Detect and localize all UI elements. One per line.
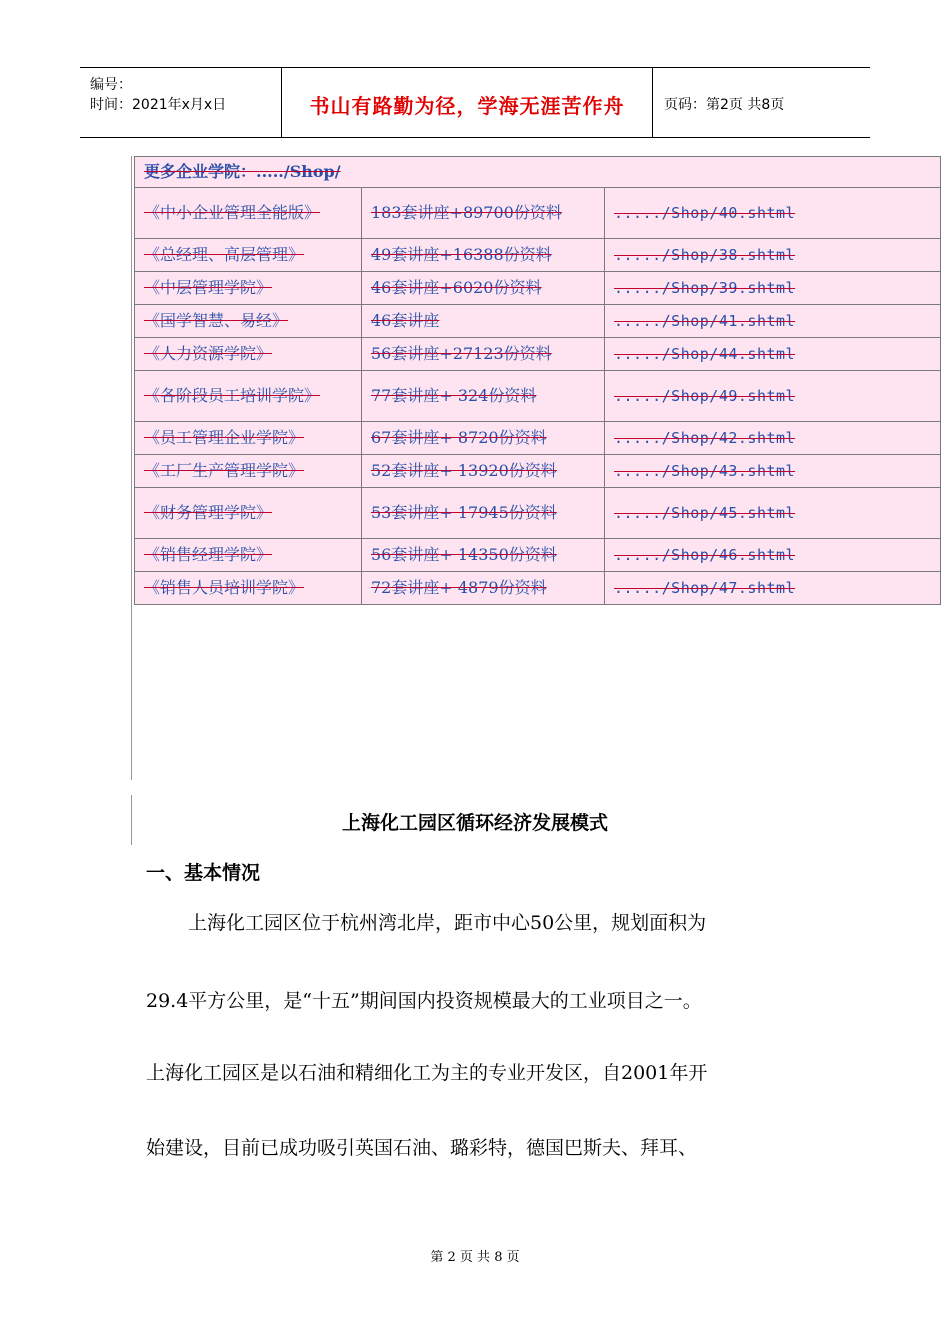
table-row [135, 488, 941, 539]
course-count[interactable]: 53套讲座+ 17945份资料 [371, 503, 557, 522]
course-count[interactable]: 56套讲座+ 14350份资料 [371, 545, 557, 564]
left-rule [131, 156, 132, 780]
table-row [135, 371, 941, 422]
course-url-link[interactable]: ...../Shop/43.shtml [614, 462, 796, 480]
section-heading: 一、基本情况 [146, 862, 261, 884]
course-name-link[interactable]: 《工厂生产管理学院》 [144, 461, 305, 480]
article-title: 上海化工园区循环经济发展模式 [341, 812, 608, 834]
page-header [80, 67, 870, 138]
course-count[interactable]: 183套讲座+89700份资料 [371, 203, 562, 222]
time-label: 时间：2021年x月x日 [90, 97, 227, 113]
course-count[interactable]: 49套讲座+16388份资料 [371, 245, 552, 264]
course-name-link[interactable]: 《财务管理学院》 [144, 503, 273, 522]
course-count[interactable]: 52套讲座+ 13920份资料 [371, 461, 557, 480]
table-row [135, 272, 941, 305]
more-academies-link[interactable]: 更多企业学院：...../Shop/ [135, 157, 941, 188]
course-count[interactable]: 72套讲座+ 4879份资料 [371, 578, 547, 597]
course-url-link[interactable]: ...../Shop/39.shtml [614, 279, 796, 297]
table-row [135, 422, 941, 455]
paragraph-line: 29.4平方公里，是“十五”期间国内投资规模最大的工业项目之一。 [146, 990, 702, 1012]
course-name-link[interactable]: 《中小企业管理全能版》 [144, 203, 321, 222]
course-count[interactable]: 46套讲座+6020份资料 [371, 278, 542, 297]
course-name-link[interactable]: 《各阶段员工培训学院》 [144, 386, 321, 405]
course-url-link[interactable]: ...../Shop/49.shtml [614, 387, 796, 405]
course-url-link[interactable]: ...../Shop/41.shtml [614, 312, 796, 330]
table-row [135, 572, 941, 605]
course-count[interactable]: 56套讲座+27123份资料 [371, 344, 552, 363]
course-url-link[interactable]: ...../Shop/44.shtml [614, 345, 796, 363]
paragraph-line: 上海化工园区位于杭州湾北岸，距市中心50公里，规划面积为 [188, 912, 707, 934]
course-name-link[interactable]: 《国学智慧、易经》 [144, 311, 289, 330]
number-label: 编号： [90, 77, 132, 93]
course-url-link[interactable]: ...../Shop/45.shtml [614, 504, 796, 522]
page-footer: 第 2 页 共 8 页 [430, 1250, 520, 1265]
course-name-link[interactable]: 《人力资源学院》 [144, 344, 273, 363]
course-count[interactable]: 46套讲座 [371, 311, 440, 330]
table-header-row [135, 157, 941, 188]
course-table [134, 156, 941, 605]
table-row [135, 338, 941, 371]
header-page-cell [652, 68, 870, 137]
motto: 书山有路勤为径，学海无涯苦作舟 [309, 94, 625, 118]
course-name-link[interactable]: 《销售人员培训学院》 [144, 578, 305, 597]
page-label: 页码：第2页 共8页 [664, 97, 785, 113]
table-row [135, 239, 941, 272]
course-url-link[interactable]: ...../Shop/42.shtml [614, 429, 796, 447]
paragraph-line: 始建设，目前已成功吸引英国石油、璐彩特，德国巴斯夫、拜耳、 [146, 1137, 698, 1159]
course-name-link[interactable]: 《员工管理企业学院》 [144, 428, 305, 447]
table-row [135, 455, 941, 488]
course-url-link[interactable]: ...../Shop/40.shtml [614, 204, 796, 222]
table-row [135, 539, 941, 572]
header-meta-cell [80, 68, 280, 137]
course-url-link[interactable]: ...../Shop/46.shtml [614, 546, 796, 564]
course-count[interactable]: 77套讲座+ 324份资料 [371, 386, 537, 405]
header-motto-cell [281, 68, 653, 137]
table-row [135, 188, 941, 239]
course-url-link[interactable]: ...../Shop/38.shtml [614, 246, 796, 264]
paragraph-line: 上海化工园区是以石油和精细化工为主的专业开发区，自2001年开 [146, 1062, 708, 1084]
table-row [135, 305, 941, 338]
course-name-link[interactable]: 《中层管理学院》 [144, 278, 273, 297]
course-count[interactable]: 67套讲座+ 8720份资料 [371, 428, 547, 447]
course-name-link[interactable]: 《总经理、高层管理》 [144, 245, 305, 264]
course-url-link[interactable]: ...../Shop/47.shtml [614, 579, 796, 597]
course-name-link[interactable]: 《销售经理学院》 [144, 545, 273, 564]
